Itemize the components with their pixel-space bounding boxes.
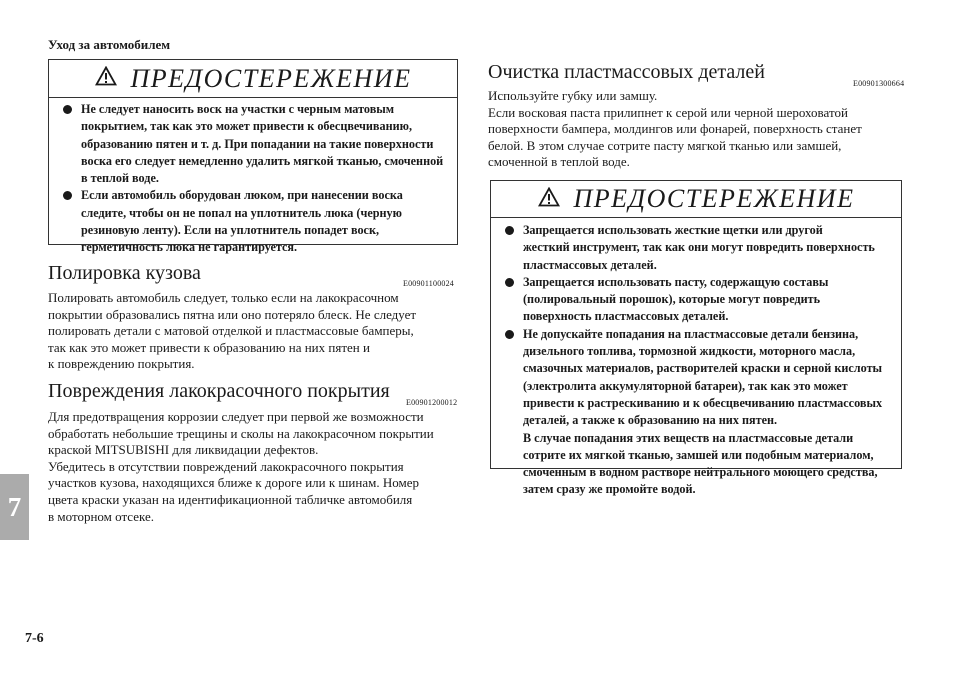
section-title-plastic: Очистка пластмассовых деталей <box>488 61 765 83</box>
page-number: 7-6 <box>25 631 44 646</box>
section-code-polish: E00901100024 <box>403 279 454 288</box>
page-header-title: Уход за автомобилем <box>48 37 171 52</box>
chapter-tab: 7 <box>0 474 29 540</box>
warning-triangle-icon <box>538 187 560 212</box>
warning-item: Не допускайте попадания на пластмассовые детали бензина, дизельного топлива, тормозной жидкости, моторного масла, смазочных материалов, растворителей краски и серной кислоты (электролита аккумуляторной батареи), так как это может привести к растрескиванию и к обесцвечиванию пластмассовых деталей, а также к образованию на них пятен. В случае попадания этих веществ на пластмассовые детали сотрите их мягкой тканью, замшей или подобным материалом, смоченным в водном растворе нейтрального моющего средства, затем сразу же промойте водой. <box>505 326 891 499</box>
section-text-polish: Полировать автомобиль следует, только если на лакокрасочном покрытии образовались пятна или оно потеряло блеск. Не следует полировать детали с матовой отделкой и пластмассовые бамперы, так как это может привести к образованию на них пятен и к повреждению покрытия. <box>48 290 417 372</box>
section-code-plastic: E00901300664 <box>853 79 905 88</box>
warning-title: ПРЕДОСТЕРЕЖЕНИЕ <box>130 63 412 93</box>
warning-item: Запрещается использовать жесткие щетки или другой жесткий инструмент, так как они могут повредить поверхность пластмассовых деталей. <box>505 222 891 274</box>
warning-header <box>49 60 457 98</box>
section-code-paint-damage: E00901200012 <box>406 398 458 407</box>
warning-item: Запрещается использовать пасту, содержащую составы (полировальный порошок), которые могут повредить поверхность пластмассовых деталей. <box>505 274 891 326</box>
warning-item: Если автомобиль оборудован люком, при нанесении воска следите, чтобы он не попал на уплотнитель люка (черную резиновую ленту). Если на уплотнитель попадет воск, герметичность люка не гарантируется. <box>63 187 447 256</box>
warning-list <box>491 218 901 507</box>
section-text-paint-damage: Для предотвращения коррозии следует при первой же возможности обработать небольшие трещины и сколы на лакокрасочном покрытии краской MITSUBISHI для ликвидации дефектов. Убедитесь в отсутствии повреждений лакокрасочного покрытия участков кузова, находящихся ближе к дороге или к шинам. Номер цвета краски указан на идентификационной табличке автомобиля в моторном отсеке. <box>48 409 434 524</box>
warning-title: ПРЕДОСТЕРЕЖЕНИЕ <box>573 184 855 213</box>
warning-list <box>49 98 457 265</box>
section-title-polish: Полировка кузова <box>48 262 201 284</box>
warning-box-wax <box>48 59 458 255</box>
section-title-paint-damage: Повреждения лакокрасочного покрытия <box>48 380 390 402</box>
warning-header <box>491 181 901 218</box>
warning-item: Не следует наносить воск на участки с черным матовым покрытием, так как это может привести к обесцвечиванию, образованию пятен и т. д. При попадании на такие поверхности воска его следует немедленно удалить мягкой тканью, смоченной в теплой воде. <box>63 101 447 187</box>
section-text-plastic: Используйте губку или замшу. Если восковая паста прилипнет к серой или черной шероховатой поверхности бампера, молдингов или фонарей, поверхность станет белой. В этом случае сотрите пасту мягкой тканью или замшей, смоченной в теплой воде. <box>488 88 862 170</box>
warning-triangle-icon <box>95 66 117 91</box>
warning-box-plastic <box>490 180 902 497</box>
